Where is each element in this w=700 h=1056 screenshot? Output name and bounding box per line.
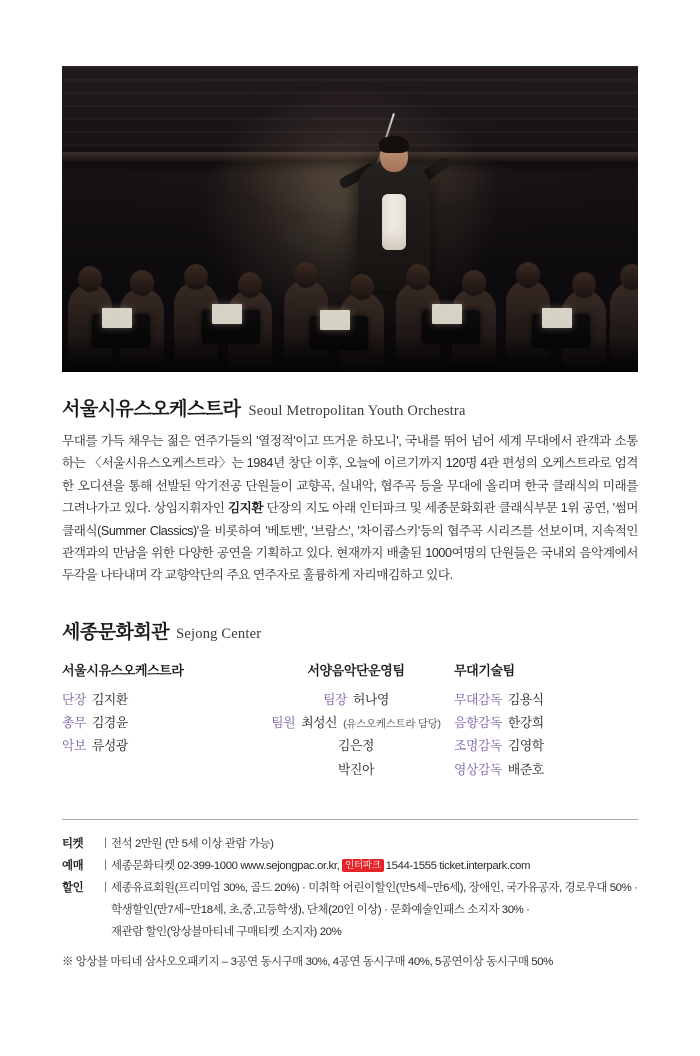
conductor-shirt: [382, 194, 406, 250]
credit-row: [258, 758, 454, 781]
ticket-info: [62, 834, 638, 974]
venue-title-ko: 세종문화회관: [62, 621, 170, 643]
credit-role: 악보: [62, 738, 86, 754]
conductor-name-highlight: 김지환: [227, 501, 264, 516]
credit-row: [258, 734, 454, 757]
booking-row: [62, 856, 638, 878]
description-part-2: 단장의 지도 아래 인터파크 및 세종문화회관 클래식부문 1위 공연, '썸머클래식(Summer Classics)'을 비롯하여 '베토벤', '브람스', '차이콥스키'등의 협주곡 시리즈를 선보이며, 지속적인 관객과의 만남을 위한 다양한 공연을 기획하고 있다. 현재까지 배출된 1000여명의 단원들은 국내외 음악계에서 두각을 나타내며 각 교향악단의 주요 연주자로 훌륭하게 자리매김하고 있다.: [62, 501, 638, 583]
orchestra-title: [62, 394, 638, 421]
credit-name: 김은정: [338, 738, 374, 754]
credit-name: 김경윤: [91, 715, 128, 731]
booking-value: [111, 856, 638, 878]
credits-column-heading: 무대기술팀: [454, 662, 515, 678]
credits-column-heading: 서울시유스오케스트라: [62, 662, 184, 678]
row-separator: 丨: [100, 859, 111, 872]
credit-role: 조명감독: [454, 738, 502, 754]
credits-section: [62, 660, 638, 781]
ticket-price-value: 전석 2만원 (만 5세 이상 관람 가능): [111, 837, 274, 850]
ticket-label: 티켓: [62, 837, 84, 850]
credit-role: 무대감독: [454, 691, 502, 707]
stage-foreground-shadow: [62, 338, 638, 372]
footer-divider: [62, 819, 638, 820]
venue-title: [62, 617, 638, 644]
sheet-music: [432, 304, 462, 324]
credit-row: [62, 734, 258, 757]
discount-label: 할인: [62, 881, 84, 894]
credits-column-management: [258, 660, 454, 781]
credit-name: 김지환: [91, 691, 128, 707]
credits-column-heading: 서양음악단운영팀: [307, 662, 405, 678]
credits-column-orchestra: [62, 660, 258, 781]
credit-name: 김용식: [507, 691, 544, 707]
orchestra-description: [62, 430, 638, 587]
credit-role: 팀장: [323, 691, 348, 707]
credit-role: 영상감독: [454, 761, 502, 777]
credit-role: 총무: [62, 715, 86, 731]
credit-row: [62, 711, 258, 734]
sheet-music: [542, 308, 572, 328]
credit-row: [258, 688, 454, 711]
booking-label: 예매: [62, 859, 84, 872]
credit-row: [454, 734, 638, 757]
credit-name: 박진아: [338, 761, 374, 777]
venue-title-en: Sejong Center: [176, 625, 262, 642]
description-part-1: 무대를 가득 채우는 젊은 연주가들의 '열정적'이고 뜨거운 하모니', 국내를 뛰어 넘어 세계 무대에서 관객과 소통하는 〈서울시유스오케스트라〉는 1984년 창단 이후, 오늘에 이르기까지 120명 4관 편성의 오케스트라로 엄격한 오디션을 통해 선발된 악기전공 단원들이 교향곡, 실내악, 협주곡 등을 무대에 올리며 한국 클래식의 미래를 그려나가고 있다. 상임지휘자인: [62, 434, 638, 516]
orchestra-title-en: Seoul Metropolitan Youth Orchestra: [248, 403, 466, 419]
credits-column-stage-tech: [454, 660, 638, 781]
poster-page: [0, 66, 700, 1056]
discount-continued-2: 재관람 할인(앙상블마티네 구매티켓 소지자) 20%: [111, 925, 342, 938]
interpark-badge-icon: 인터파크: [342, 859, 384, 872]
orchestra-title-ko: 서울시유스오케스트라: [62, 399, 241, 420]
booking-interpark: 1544-1555 ticket.interpark.com: [385, 859, 531, 872]
sheet-music: [102, 308, 132, 328]
booking-sejong: 세종문화티켓 02-399-1000 www.sejongpac.or.kr,: [111, 859, 343, 872]
credit-row: [62, 688, 258, 711]
credit-name: 김영학: [507, 738, 544, 754]
conductor-hair: [379, 136, 409, 153]
credit-name: 한강희: [507, 715, 544, 731]
package-note: ※ 앙상블 마티네 삼사오오패키지 – 3공연 동시구매 30%, 4공연 동시구매 40%, 5공연이상 동시구매 50%: [62, 956, 553, 969]
credit-row: [454, 758, 638, 781]
credit-name: 배준호: [507, 761, 544, 777]
credit-note: (유스오케스트라 담당): [343, 718, 441, 731]
credit-role: 음향감독: [454, 715, 502, 731]
discount-value: 세종유료회원(프리미엄 30%, 골드 20%) · 미취학 어린이할인(만5세~만6세), 장애인, 국가유공자, 경로우대 50% ·: [111, 881, 638, 894]
credit-role: 팀원: [271, 715, 296, 731]
discount-row: [62, 878, 638, 900]
credit-role: 단장: [62, 691, 86, 707]
row-separator: 丨: [100, 881, 111, 894]
credit-row: [454, 711, 638, 734]
credit-row: [454, 688, 638, 711]
row-separator: 丨: [100, 837, 111, 850]
credit-name: 류성광: [91, 738, 128, 754]
credit-name: 허나영: [353, 691, 389, 707]
sheet-music: [212, 304, 242, 324]
orchestra-concert-photo: [62, 66, 638, 372]
sheet-music: [320, 310, 350, 330]
ticket-price-row: [62, 834, 638, 856]
credit-row: [258, 711, 454, 734]
discount-continued-1: 학생할인(만7세~만18세, 초,중,고등학생), 단체(20인 이상) · 문화예술인패스 소지자 30% ·: [111, 903, 530, 916]
credit-name: 최성신: [301, 715, 338, 731]
